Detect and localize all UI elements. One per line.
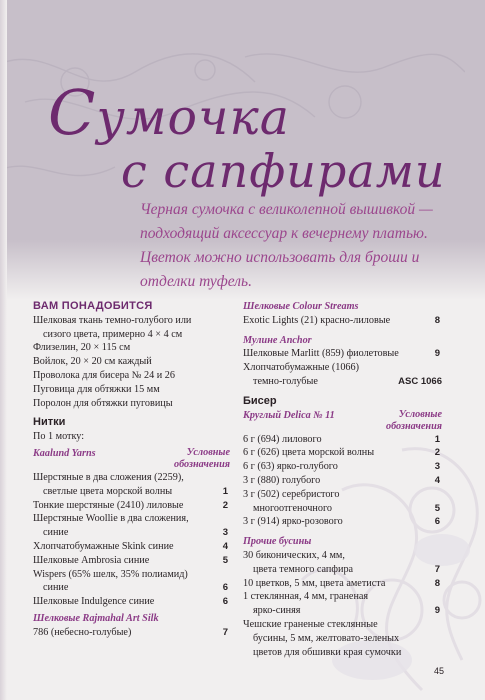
title-line-2-start: с: [121, 144, 148, 198]
thread-item: Шерстяные Woollie в два сложения,: [33, 513, 189, 525]
materials-right-column: [243, 300, 442, 659]
beads-heading: Бисер: [243, 394, 277, 407]
thread-key-number: 8: [434, 314, 440, 326]
thread-key-number: 3: [222, 527, 228, 539]
page-binding: [0, 0, 7, 700]
thread-item: Хлопчатобумажные Skink синие 4: [33, 540, 228, 552]
thread-item-cont: синие 3: [43, 527, 228, 539]
thread-item-cont: светлые цвета морской волны 1: [43, 485, 228, 497]
threads-heading: Нитки: [33, 416, 66, 429]
beads-legend-label: Условные обозначения: [385, 408, 442, 432]
thread-item: Шелковые Indulgence синие 6: [33, 596, 228, 608]
threads-legend-label: Условные обозначения: [173, 446, 230, 470]
bead-item: 10 цветков, 5 мм, цвета аметиста 8: [243, 577, 440, 589]
bead-item: 30 биконических, 4 мм,: [243, 549, 345, 561]
need-line: Поролон для обтяжки пуговицы: [33, 397, 173, 409]
intro-text: Черная сумочка с великолепной вышивкой — подходящий аксессуар к вечернему платью. Цветок можно использовать для броши и отделки туфель.: [140, 201, 433, 290]
anchor-title: Мулине Anchor: [243, 334, 312, 346]
thread-item: 786 (небесно-голубые) 7: [33, 626, 228, 638]
rajmahal-title: Шелковые Rajmahal Art Silk: [33, 612, 159, 624]
title-initial: С: [48, 76, 97, 149]
thread-key-number: 1: [222, 485, 228, 497]
bead-key-number: 1: [434, 433, 440, 445]
bead-key-number: 9: [434, 605, 440, 617]
delica-title: Круглый Delica № 11: [243, 409, 335, 421]
page-title: [48, 76, 468, 198]
bead-item: 1 стеклянная, 4 мм, граненая: [243, 591, 369, 603]
bead-item: 6 г (63) ярко-голубого 3: [243, 461, 440, 473]
bead-item-cont: бусины, 5 мм, желтовато-зеленых: [253, 632, 400, 644]
bead-item-cont: цветов для обшивки края сумочки: [253, 646, 402, 658]
bead-key-number: 4: [434, 474, 440, 486]
thread-item: Хлопчатобумажные (1066): [243, 362, 359, 374]
thread-key-number: 6: [222, 582, 228, 594]
bead-key-number: 5: [434, 502, 440, 514]
need-line: Шелковая ткань темно-голубого или: [33, 314, 192, 326]
bead-item: Чешские граненые стеклянные: [243, 618, 378, 630]
thread-key-number: 9: [434, 348, 440, 360]
thread-key-number: 2: [222, 499, 228, 511]
bead-item-cont: ярко-синяя 9: [253, 605, 440, 617]
bead-key-number: 3: [434, 461, 440, 473]
thread-key-number: 5: [222, 554, 228, 566]
thread-key-code: ASC 1066: [398, 375, 442, 387]
kaalund-title: Kaalund Yarns: [33, 447, 96, 459]
bead-item: 3 г (880) голубого 4: [243, 474, 440, 486]
thread-key-number: 4: [222, 540, 228, 552]
bead-item: 3 г (914) ярко-розового 6: [243, 516, 440, 528]
colour-streams-title: Шелковые Colour Streams: [243, 301, 359, 312]
bead-key-number: 2: [434, 447, 440, 459]
thread-item: Шелковые Marlitt (859) фиолетовые 9: [243, 348, 440, 360]
bead-key-number: 8: [434, 577, 440, 589]
need-line: Проволока для бисера № 24 и 26: [33, 369, 175, 381]
threads-per-skein: По 1 мотку:: [33, 431, 85, 443]
other-beads-title: Прочие бусины: [243, 536, 312, 548]
bead-key-number: 6: [434, 516, 440, 528]
need-line: сизого цвета, примерно 4 × 4 см: [43, 328, 183, 340]
need-line: Флизелин, 20 × 115 см: [33, 342, 131, 354]
bead-item-cont: многоотгеночного 5: [253, 502, 440, 514]
thread-item: Wispers (65% шелк, 35% полиамид): [33, 568, 188, 580]
thread-item: Exotic Lights (21) красно-лиловые 8: [243, 314, 440, 326]
thread-item: Шелковые Ambrosia синие 5: [33, 554, 228, 566]
bead-item: 3 г (502) серебристого: [243, 488, 340, 500]
need-line: Пуговица для обтяжки 15 мм: [33, 383, 160, 395]
bead-item: 6 г (626) цвета морской волны 2: [243, 447, 440, 459]
thread-item: Тонкие шерстяные (2410) лиловые 2: [33, 499, 228, 511]
materials-left-column: [33, 300, 230, 640]
thread-item: Шерстяные в два сложения (2259),: [33, 471, 184, 483]
need-heading: ВАМ ПОНАДОБИТСЯ: [33, 300, 153, 312]
bead-item-cont: цвета темного сапфира 7: [253, 563, 440, 575]
page-number: 45: [434, 666, 445, 676]
thread-item-cont: темно-голубые ASC 1066: [253, 375, 442, 387]
bead-item: 6 г (694) лилового 1: [243, 433, 440, 445]
bead-key-number: 7: [434, 563, 440, 575]
thread-key-number: 7: [222, 626, 228, 638]
need-line: Войлок, 20 × 20 см каждый: [33, 356, 152, 368]
title-line-1: умочка: [96, 89, 290, 146]
thread-item-cont: синие 6: [43, 582, 228, 594]
thread-key-number: 6: [222, 596, 228, 608]
title-line-2: сапфирами: [147, 144, 446, 198]
